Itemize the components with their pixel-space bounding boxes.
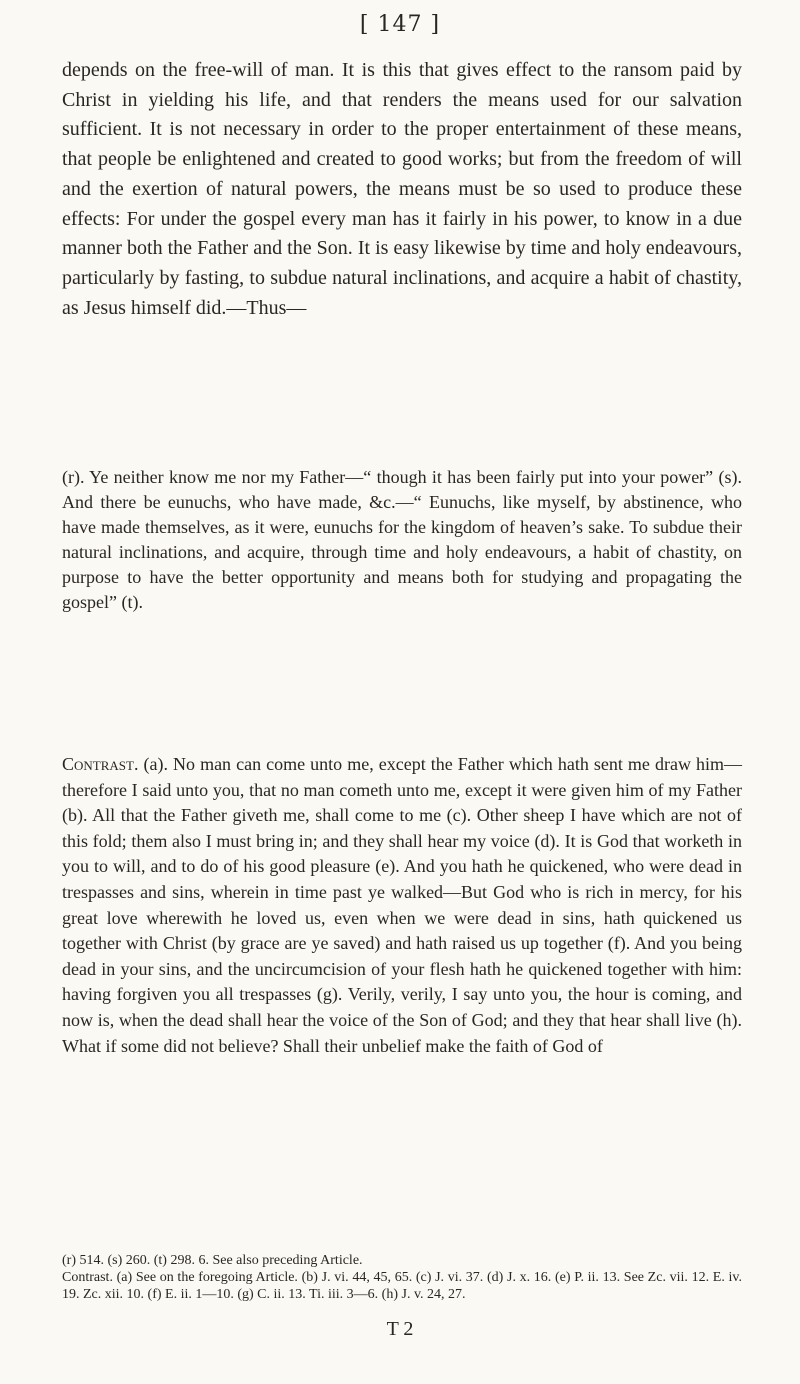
page-number: [ 147 ] — [359, 12, 441, 37]
contrast-body: (a). No man can come unto me, except the Father which hath sent me draw him—therefore I said unto you, that no man cometh unto me, except it were given him of my Father (b). All that the Father giveth me, shall come to me (c). Other sheep I have which are not of this fold; them also I must bring in; and they shall hear my voice (d). It is God that worketh in you to will, and to do of his good pleasure (e). And you hath he quickened, who were dead in trespasses and sins, wherein in time past ye walked—But God who is rich in mercy, for his great love wherewith he loved us, even when we were dead in sins, hath quickened us together with Christ (by grace are ye saved) and hath raised us up together (f). And you being dead in your sins, and the uncircumcision of your flesh hath he quickened together with him: having forgiven you all trespasses (g). Verily, verily, I say unto you, the hour is coming, and now is, when the dead shall hear the voice of the Son of God; and they that hear shall live (h). What if some did not believe? Shall their unbelief make the faith of God of — [62, 754, 742, 1056]
footnote-line-2: Contrast. (a) See on the foregoing Article. (b) J. vi. 44, 45, 65. (c) J. vi. 37. (d) J. x. 16. (e) P. ii. 13. See Zc. vii. 12. E. iv. 19. Zc. xii. 10. (f) E. ii. 1—10. (g) C. ii. 13. Ti. iii. 3—6. (h) J. v. 24, 27. — [62, 1270, 742, 1302]
main-text: depends on the free-will of man. It is this that gives effect to the ransom paid by Christ in yielding his life, and that renders the means used for our salvation sufficient. It is not necessary in order to the proper entertainment of these means, that people be enlightened and created to good works; but from the freedom of will and the exertion of natural powers, the means must be so used to produce these effects: For under the gospel every man has it fairly in his power, to know in a due manner both the Father and the Son. It is easy likewise by time and holy endeavours, particularly by fasting, to subdue natural inclinations, and acquire a habit of chastity, as Jesus himself did.—Thus— — [62, 59, 742, 319]
contrast-text — [62, 752, 742, 1059]
contrast-label: Contrast. — [62, 754, 139, 774]
signature-mark: T 2 — [386, 1318, 414, 1340]
quote-body: Ye neither know me nor my Father—“ though it has been fairly put into your power” (s). And there be eunuchs, who have made, &c.—“ Eunuchs, like myself, by abstinence, who have made themselves, as it were, eunuchs for the kingdom of heaven’s sake. To subdue their natural inclinations, and acquire, through time and holy endeavours, a habit of chastity, on purpose to have the better opportunity and means both for studying and propagating the gospel” (t). — [62, 467, 742, 612]
quote-text — [62, 465, 742, 615]
quote-marker: (r). — [62, 467, 85, 487]
quote-paragraph — [62, 465, 742, 615]
footnote-line-1: (r) 514. (s) 260. (t) 298. 6. See also preceding Article. — [62, 1253, 363, 1268]
footnotes — [62, 1252, 742, 1303]
contrast-paragraph — [62, 752, 742, 1059]
main-paragraph — [62, 56, 742, 323]
